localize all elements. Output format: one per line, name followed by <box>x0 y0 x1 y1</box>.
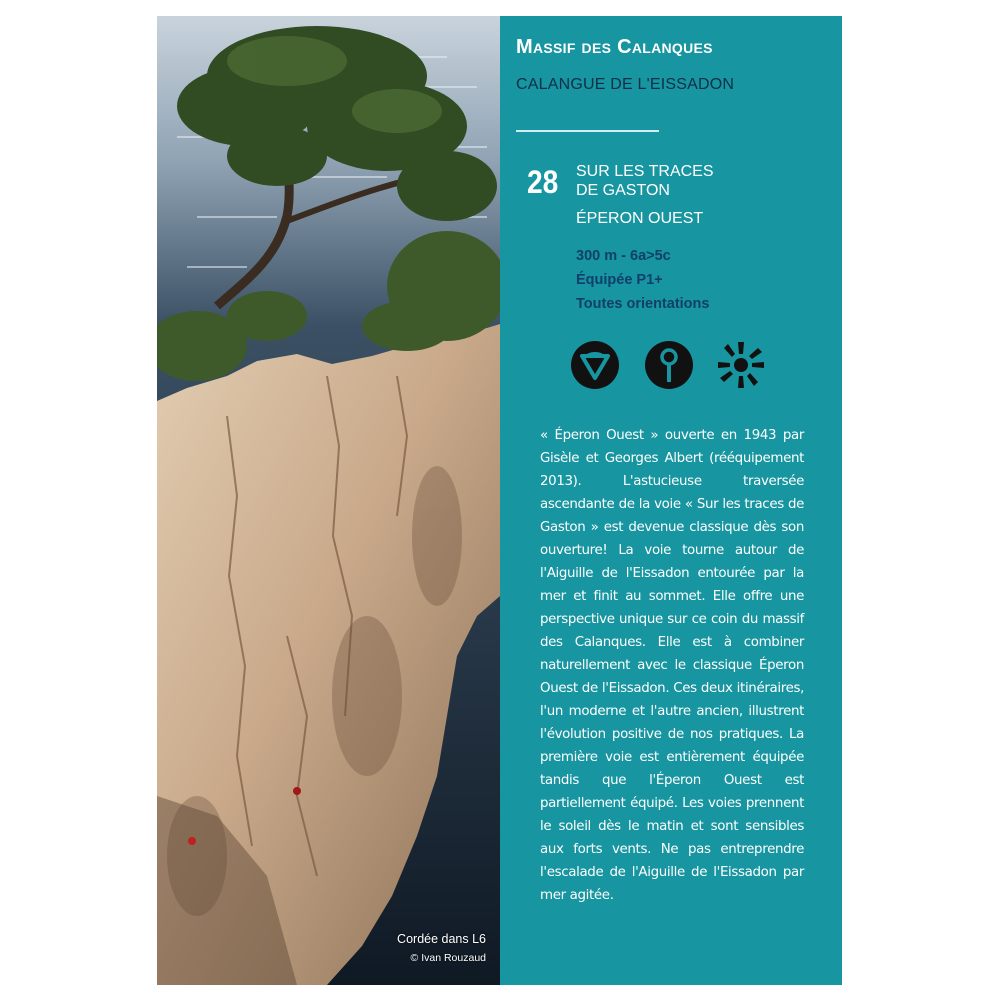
route-subtitle: ÉPERON OUEST <box>576 210 704 227</box>
route-title-line2: DE GASTON <box>576 182 670 199</box>
sector-title: CALANGUE DE L'EISSADON <box>516 76 735 93</box>
protection-pin-icon <box>644 340 694 390</box>
route-title-line1: SUR LES TRACES <box>576 163 714 180</box>
climbing-type-icon <box>570 340 620 390</box>
region-title: Massif des Calanques <box>516 36 713 58</box>
divider <box>516 130 659 132</box>
route-equipment: Équipée P1+ <box>576 272 663 288</box>
route-title <box>576 162 714 200</box>
route-number: 28 <box>527 164 559 200</box>
route-length-grade: 300 m - 6a>5c <box>576 248 671 264</box>
route-description: « Éperon Ouest » ouverte en 1943 par Gisèle et Georges Albert (rééquipement 2013). L'astucieuse traversée ascendante de la voie « Sur les traces de Gaston » est devenue classique dès son ouverture! La voie tourne autour de l'Aiguille de l'Eissadon entourée par la mer et finit au sommet. Elle offre une perspective unique sur ce coin du massif des Calanques. Elle est à combiner naturellement avec le classique Éperon Ouest de l'Eissadon. Ces deux itinéraires, l'un moderne et l'autre ancien, illustrent l'évolution positive de nos pratiques. La première voie est entièrement équipée tandis que l'Éperon Ouest est partiellement équipé. Les voies prennent le soleil dès le matin et sont sensibles aux forts vents. Ne pas entreprendre l'escalade de l'Aiguille de l'Eissadon par mer agitée. <box>540 428 804 903</box>
sun-orientation-icon <box>716 340 766 390</box>
cliff-illustration <box>157 16 500 985</box>
guidebook-card <box>157 16 842 985</box>
route-orientation: Toutes orientations <box>576 296 710 312</box>
route-photo <box>157 16 500 985</box>
photo-credit: © Ivan Rouzaud <box>410 952 486 964</box>
photo-caption: Cordée dans L6 <box>397 932 486 946</box>
route-info-panel <box>500 16 842 985</box>
